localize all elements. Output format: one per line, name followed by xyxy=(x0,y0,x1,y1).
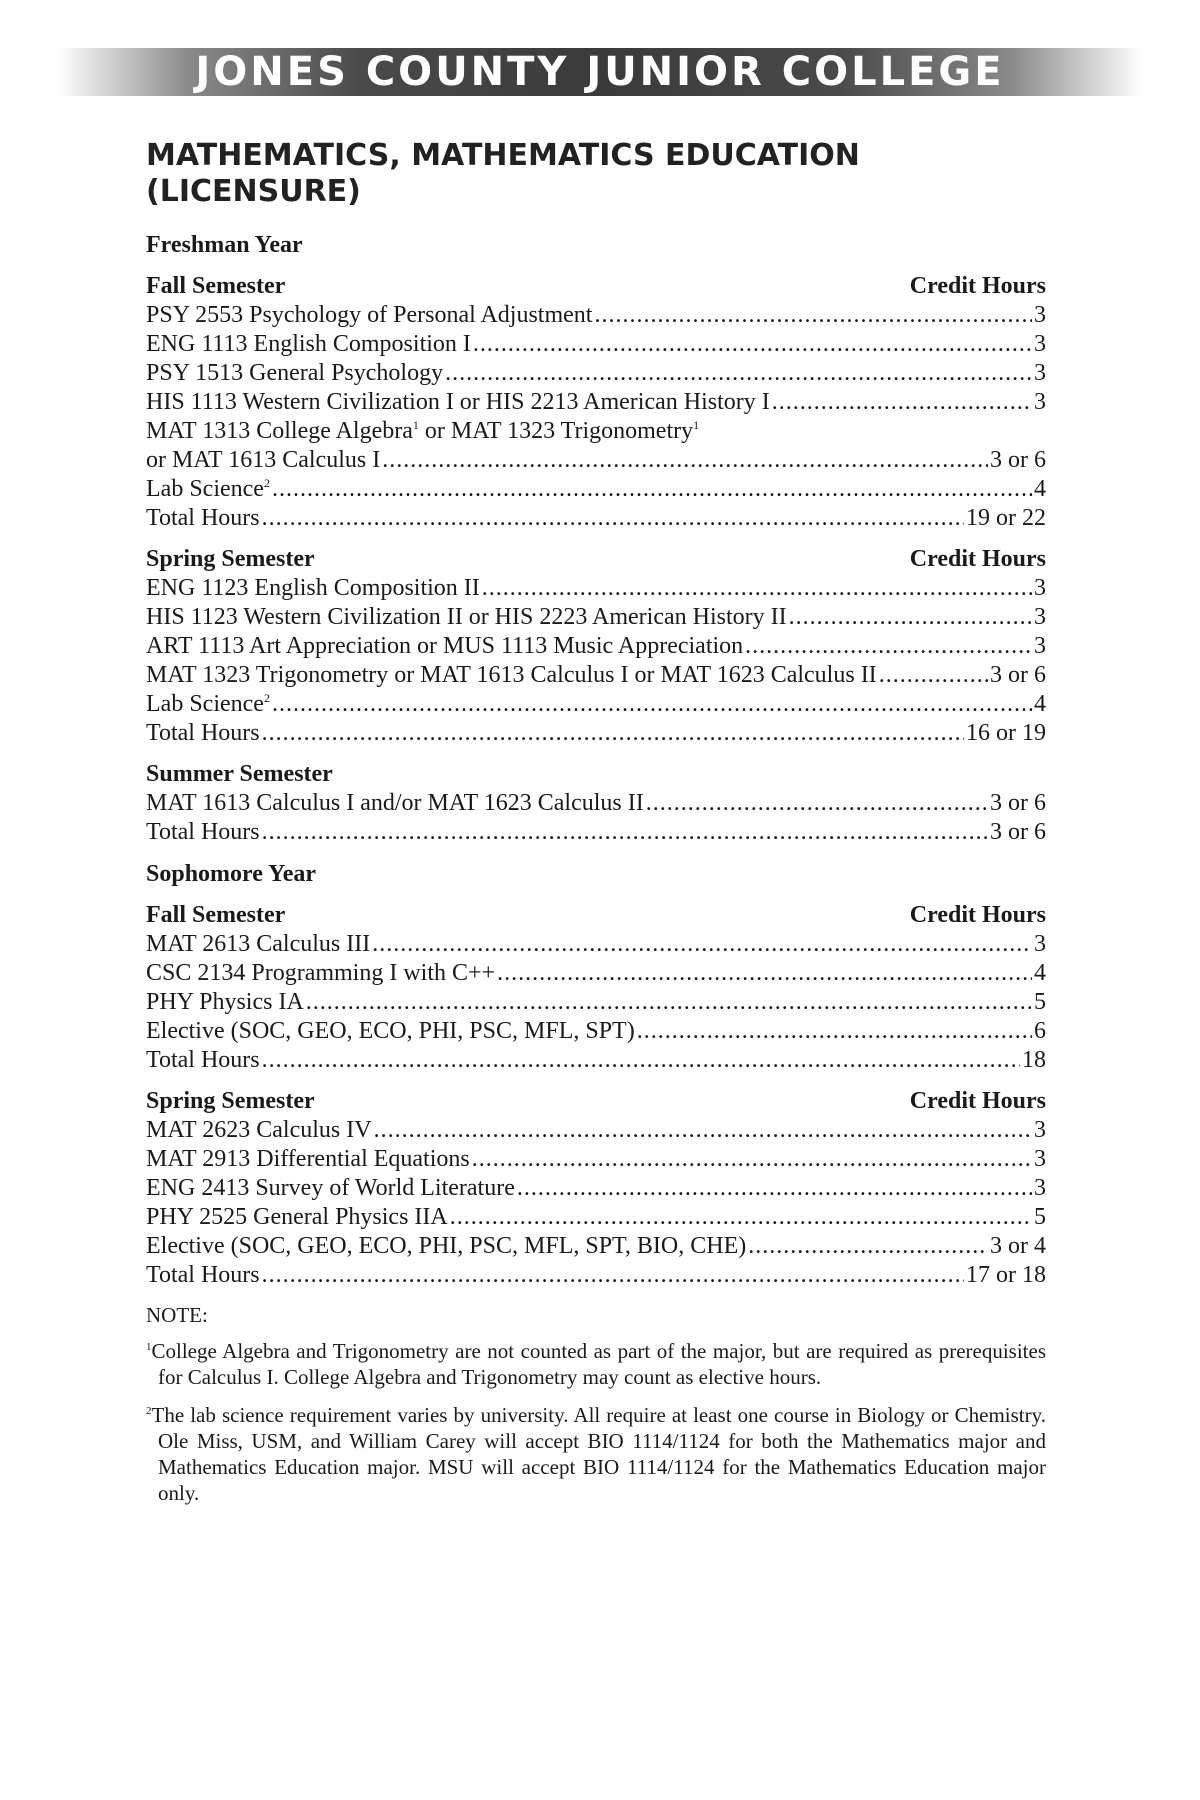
course-hours: 3 or 6 xyxy=(990,790,1046,816)
dot-leader xyxy=(450,1203,1032,1232)
course-name: MAT 2623 Calculus IV xyxy=(146,1117,372,1143)
course-name: Total Hours xyxy=(146,819,260,845)
semester-header xyxy=(146,901,1046,930)
course-hours: 17 or 18 xyxy=(966,1262,1046,1288)
dot-leader xyxy=(374,1116,1032,1145)
program-title-line-1: MATHEMATICS, MATHEMATICS EDUCATION xyxy=(146,138,860,173)
course-hours: 3 or 6 xyxy=(990,447,1046,473)
college-name: JONES COUNTY JUNIOR COLLEGE xyxy=(195,49,1005,95)
course-name-part: or MAT 1323 Trigonometry xyxy=(418,418,694,444)
course-hours: 3 or 4 xyxy=(990,1233,1046,1259)
semester-header xyxy=(146,760,1046,789)
course-hours: 3 xyxy=(1034,1146,1046,1172)
credit-hours-heading: Credit Hours xyxy=(909,273,1046,299)
program-title xyxy=(146,138,1046,210)
dot-leader xyxy=(306,988,1032,1017)
freshman-summer-semester xyxy=(146,760,1046,847)
sophomore-fall-semester xyxy=(146,901,1046,1075)
total-row xyxy=(146,1046,1046,1075)
dot-leader xyxy=(272,690,1032,719)
dot-leader xyxy=(262,818,988,847)
total-row xyxy=(146,719,1046,748)
dot-leader xyxy=(637,1017,1032,1046)
course-name: PSY 2553 Psychology of Personal Adjustment xyxy=(146,302,593,328)
dot-leader xyxy=(594,301,1032,330)
course-row xyxy=(146,1116,1046,1145)
course-row xyxy=(146,330,1046,359)
semester-header xyxy=(146,1087,1046,1116)
dot-leader xyxy=(748,1232,988,1261)
course-hours: 18 xyxy=(1022,1047,1046,1073)
lab-science-label: Lab Science xyxy=(146,691,264,717)
course-row xyxy=(146,1203,1046,1232)
course-hours: 5 xyxy=(1034,1204,1046,1230)
course-row xyxy=(146,475,1046,504)
total-hours: 19 or 22 xyxy=(966,505,1046,531)
semester-header xyxy=(146,272,1046,301)
dot-leader xyxy=(517,1174,1032,1203)
total-label: Total Hours xyxy=(146,505,260,531)
course-name: CSC 2134 Programming I with C++ xyxy=(146,960,496,986)
semester-title: Spring Semester xyxy=(146,546,315,572)
course-hours: 6 xyxy=(1034,1018,1046,1044)
footnote-marker: 2 xyxy=(146,1405,152,1417)
course-row xyxy=(146,988,1046,1017)
course-name: ENG 1113 English Composition I xyxy=(146,331,471,357)
footnote-ref: 2 xyxy=(263,476,270,490)
dot-leader xyxy=(473,330,1032,359)
course-row xyxy=(146,690,1046,719)
dot-leader xyxy=(262,504,964,533)
course-row xyxy=(146,632,1046,661)
course-row xyxy=(146,661,1046,690)
course-hours: 3 xyxy=(1034,389,1046,415)
footnote-ref: 1 xyxy=(693,418,700,432)
course-hours: 3 xyxy=(1034,1175,1046,1201)
course-hours: 4 xyxy=(1034,691,1046,717)
course-hours: 3 xyxy=(1034,331,1046,357)
footnote-marker: 1 xyxy=(146,1341,152,1353)
semester-header xyxy=(146,545,1046,574)
notes-section xyxy=(146,1302,1046,1506)
dot-leader xyxy=(789,603,1032,632)
course-name: PHY Physics IA xyxy=(146,989,304,1015)
course-name: MAT 2913 Differential Equations xyxy=(146,1146,470,1172)
footnote-text: College Algebra and Trigonometry are not counted as part of the major, but are required as prerequisites for Calculus I. College Algebra and Trigonometry may count as elective hours. xyxy=(151,1339,1046,1389)
dot-leader xyxy=(646,789,988,818)
semester-title: Summer Semester xyxy=(146,761,333,787)
total-label: Total Hours xyxy=(146,720,260,746)
course-name: HIS 1113 Western Civilization I or HIS 2213 American History I xyxy=(146,389,770,415)
total-row xyxy=(146,504,1046,533)
course-hours: 4 xyxy=(1034,960,1046,986)
course-name-part: MAT 1313 College Algebra xyxy=(146,418,413,444)
footnote-ref: 1 xyxy=(412,418,419,432)
course-hours: 3 xyxy=(1034,1117,1046,1143)
course-row xyxy=(146,930,1046,959)
course-name: MAT 2613 Calculus III xyxy=(146,931,371,957)
college-banner xyxy=(58,48,1142,96)
course-name: MAT 1613 Calculus I and/or MAT 1623 Calculus II xyxy=(146,790,644,816)
dot-leader xyxy=(772,388,1032,417)
freshman-spring-semester xyxy=(146,545,1046,748)
course-name: Total Hours xyxy=(146,1047,260,1073)
course-name: Total Hours xyxy=(146,1262,260,1288)
course-name: PSY 1513 General Psychology xyxy=(146,360,444,386)
degree-plan xyxy=(146,138,1046,1518)
course-hours: 3 xyxy=(1034,360,1046,386)
course-row xyxy=(146,1017,1046,1046)
dot-leader xyxy=(272,475,1032,504)
course-name: ART 1113 Art Appreciation or MUS 1113 Music Appreciation xyxy=(146,633,744,659)
course-row xyxy=(146,388,1046,417)
dot-leader xyxy=(497,959,1032,988)
course-row-multiline xyxy=(146,417,1046,446)
semester-title: Fall Semester xyxy=(146,273,286,299)
course-row xyxy=(146,1174,1046,1203)
course-hours: 3 xyxy=(1034,604,1046,630)
course-hours: 3 or 6 xyxy=(990,662,1046,688)
course-name: PHY 2525 General Physics IIA xyxy=(146,1204,448,1230)
credit-hours-heading: Credit Hours xyxy=(909,902,1046,928)
course-name: or MAT 1613 Calculus I xyxy=(146,447,381,473)
course-row xyxy=(146,359,1046,388)
dot-leader xyxy=(262,1261,964,1290)
course-hours: 4 xyxy=(1034,476,1046,502)
footnote-1 xyxy=(146,1338,1046,1390)
dot-leader xyxy=(472,1145,1032,1174)
course-hours: 5 xyxy=(1034,989,1046,1015)
footnote-ref: 2 xyxy=(263,691,270,705)
course-row xyxy=(146,446,1046,475)
semester-title: Fall Semester xyxy=(146,902,286,928)
program-title-line-2: (LICENSURE) xyxy=(146,174,361,209)
footnote-text: The lab science requirement varies by university. All require at least one course in Biology or Chemistry. Ole Miss, USM, and William Carey will accept BIO 1114/1124 for both the Mathematics major and Mathematics Education major. MSU will accept BIO 1114/1124 for the Mathematics Education major only. xyxy=(151,1403,1046,1505)
semester-title: Spring Semester xyxy=(146,1088,315,1114)
course-row xyxy=(146,301,1046,330)
course-hours: 3 xyxy=(1034,302,1046,328)
course-row xyxy=(146,1232,1046,1261)
course-name: ENG 1123 English Composition II xyxy=(146,575,480,601)
dot-leader xyxy=(745,632,1032,661)
dot-leader xyxy=(879,661,988,690)
course-row xyxy=(146,959,1046,988)
dot-leader xyxy=(382,446,988,475)
course-name: ENG 2413 Survey of World Literature xyxy=(146,1175,515,1201)
total-hours: 16 or 19 xyxy=(966,720,1046,746)
dot-leader xyxy=(372,930,1032,959)
footnote-2 xyxy=(146,1402,1046,1506)
course-hours: 3 or 6 xyxy=(990,819,1046,845)
notes-label: NOTE: xyxy=(146,1303,208,1327)
course-row xyxy=(146,603,1046,632)
course-name: Elective (SOC, GEO, ECO, PHI, PSC, MFL, SPT) xyxy=(146,1018,635,1044)
dot-leader xyxy=(262,719,964,748)
course-name: Elective (SOC, GEO, ECO, PHI, PSC, MFL, SPT, BIO, CHE) xyxy=(146,1233,747,1259)
credit-hours-heading: Credit Hours xyxy=(909,546,1046,572)
freshman-fall-semester xyxy=(146,272,1046,533)
freshman-year-heading: Freshman Year xyxy=(146,232,303,258)
course-name xyxy=(146,690,270,719)
dot-leader xyxy=(262,1046,1020,1075)
total-row xyxy=(146,818,1046,847)
course-name xyxy=(146,475,270,504)
total-row xyxy=(146,1261,1046,1290)
dot-leader xyxy=(482,574,1032,603)
credit-hours-heading: Credit Hours xyxy=(909,1088,1046,1114)
lab-science-label: Lab Science xyxy=(146,476,264,502)
course-hours: 3 xyxy=(1034,633,1046,659)
course-name: HIS 1123 Western Civilization II or HIS 2223 American History II xyxy=(146,604,787,630)
course-row xyxy=(146,1145,1046,1174)
course-hours: 3 xyxy=(1034,575,1046,601)
course-name: MAT 1323 Trigonometry or MAT 1613 Calculus I or MAT 1623 Calculus II xyxy=(146,662,877,688)
course-row xyxy=(146,789,1046,818)
sophomore-spring-semester xyxy=(146,1087,1046,1290)
sophomore-year-heading: Sophomore Year xyxy=(146,861,316,887)
dot-leader xyxy=(445,359,1032,388)
course-row xyxy=(146,574,1046,603)
course-hours: 3 xyxy=(1034,931,1046,957)
